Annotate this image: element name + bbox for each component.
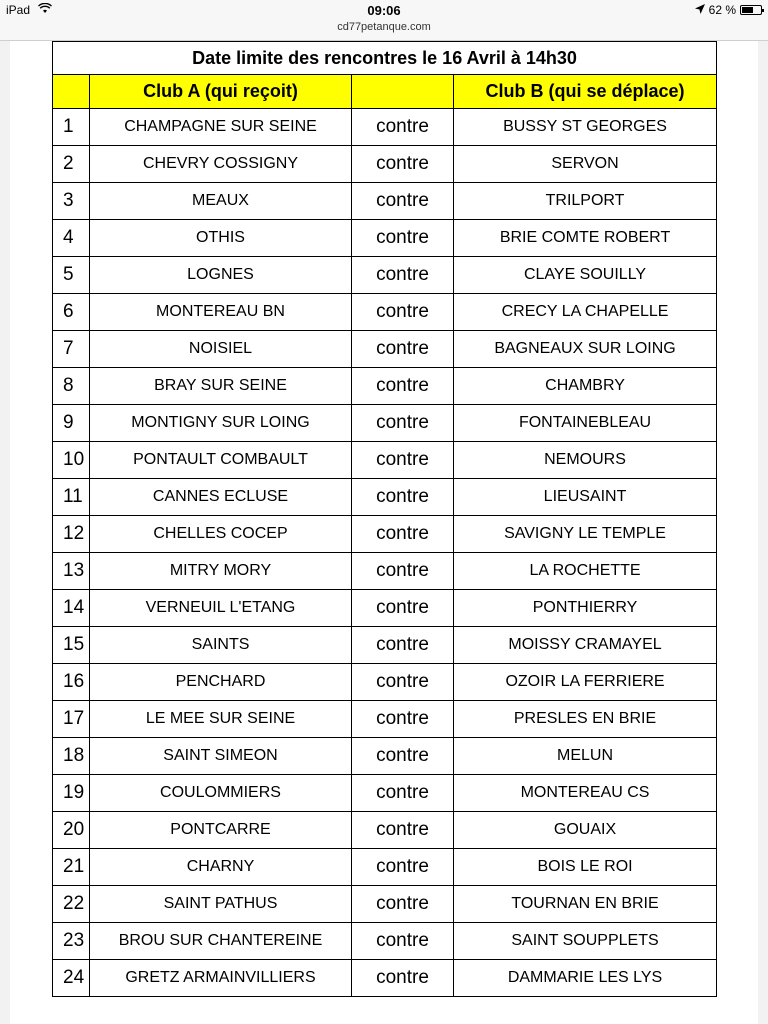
versus-cell: contre <box>352 923 454 960</box>
row-number: 6 <box>53 294 90 331</box>
club-a-cell: CHAMPAGNE SUR SEINE <box>90 109 352 146</box>
versus-cell: contre <box>352 886 454 923</box>
row-number: 7 <box>53 331 90 368</box>
club-a-cell: MONTEREAU BN <box>90 294 352 331</box>
club-a-cell: COULOMMIERS <box>90 775 352 812</box>
row-number: 4 <box>53 220 90 257</box>
device-name: iPad <box>6 3 31 17</box>
club-b-cell: CHAMBRY <box>454 368 717 405</box>
club-a-cell: PONTCARRE <box>90 812 352 849</box>
club-b-cell: CRECY LA CHAPELLE <box>454 294 717 331</box>
versus-cell: contre <box>352 257 454 294</box>
club-b-cell: LA ROCHETTE <box>454 553 717 590</box>
header-vs <box>352 75 454 109</box>
table-row <box>53 775 717 812</box>
club-b-cell: BRIE COMTE ROBERT <box>454 220 717 257</box>
row-number: 20 <box>53 812 90 849</box>
row-number: 9 <box>53 405 90 442</box>
table-title: Date limite des rencontres le 16 Avril à 14h30 <box>53 42 717 75</box>
table-row <box>53 886 717 923</box>
row-number: 18 <box>53 738 90 775</box>
battery-icon <box>740 5 762 15</box>
row-number: 16 <box>53 664 90 701</box>
row-number: 24 <box>53 960 90 997</box>
row-number: 23 <box>53 923 90 960</box>
versus-cell: contre <box>352 183 454 220</box>
row-number: 3 <box>53 183 90 220</box>
club-b-cell: FONTAINEBLEAU <box>454 405 717 442</box>
row-number: 12 <box>53 516 90 553</box>
versus-cell: contre <box>352 479 454 516</box>
versus-cell: contre <box>352 220 454 257</box>
table-row <box>53 220 717 257</box>
club-a-cell: LE MEE SUR SEINE <box>90 701 352 738</box>
table-row <box>53 738 717 775</box>
club-a-cell: CHARNY <box>90 849 352 886</box>
club-b-cell: NEMOURS <box>454 442 717 479</box>
versus-cell: contre <box>352 627 454 664</box>
club-b-cell: BUSSY ST GEORGES <box>454 109 717 146</box>
header-num <box>53 75 90 109</box>
versus-cell: contre <box>352 368 454 405</box>
versus-cell: contre <box>352 701 454 738</box>
table-row <box>53 405 717 442</box>
fixtures-table <box>52 41 717 997</box>
club-a-cell: SAINTS <box>90 627 352 664</box>
row-number: 14 <box>53 590 90 627</box>
versus-cell: contre <box>352 812 454 849</box>
club-b-cell: PONTHIERRY <box>454 590 717 627</box>
table-row <box>53 146 717 183</box>
title-row <box>53 42 717 75</box>
row-number: 15 <box>53 627 90 664</box>
club-b-cell: SAVIGNY LE TEMPLE <box>454 516 717 553</box>
versus-cell: contre <box>352 553 454 590</box>
row-number: 13 <box>53 553 90 590</box>
document-page <box>10 41 758 1024</box>
club-a-cell: CHELLES COCEP <box>90 516 352 553</box>
table-row <box>53 294 717 331</box>
row-number: 22 <box>53 886 90 923</box>
club-b-cell: TOURNAN EN BRIE <box>454 886 717 923</box>
clock: 09:06 <box>367 3 401 18</box>
club-b-cell: OZOIR LA FERRIERE <box>454 664 717 701</box>
versus-cell: contre <box>352 590 454 627</box>
table-row <box>53 701 717 738</box>
club-a-cell: BROU SUR CHANTEREINE <box>90 923 352 960</box>
table-row <box>53 627 717 664</box>
club-a-cell: MEAUX <box>90 183 352 220</box>
club-a-cell: NOISIEL <box>90 331 352 368</box>
status-right <box>695 3 762 17</box>
table-row <box>53 923 717 960</box>
club-a-cell: MONTIGNY SUR LOING <box>90 405 352 442</box>
row-number: 17 <box>53 701 90 738</box>
table-row <box>53 109 717 146</box>
table-row <box>53 479 717 516</box>
header-club-b: Club B (qui se déplace) <box>454 75 717 109</box>
table-row <box>53 553 717 590</box>
table-row <box>53 368 717 405</box>
club-b-cell: MOISSY CRAMAYEL <box>454 627 717 664</box>
club-b-cell: CLAYE SOUILLY <box>454 257 717 294</box>
versus-cell: contre <box>352 849 454 886</box>
club-a-cell: SAINT SIMEON <box>90 738 352 775</box>
club-a-cell: VERNEUIL L'ETANG <box>90 590 352 627</box>
club-a-cell: GRETZ ARMAINVILLIERS <box>90 960 352 997</box>
table-row <box>53 442 717 479</box>
row-number: 21 <box>53 849 90 886</box>
row-number: 1 <box>53 109 90 146</box>
versus-cell: contre <box>352 109 454 146</box>
table-row <box>53 590 717 627</box>
club-b-cell: GOUAIX <box>454 812 717 849</box>
address-url[interactable]: cd77petanque.com <box>337 21 431 33</box>
club-b-cell: TRILPORT <box>454 183 717 220</box>
club-a-cell: MITRY MORY <box>90 553 352 590</box>
club-a-cell: CANNES ECLUSE <box>90 479 352 516</box>
versus-cell: contre <box>352 775 454 812</box>
club-b-cell: MONTEREAU CS <box>454 775 717 812</box>
club-a-cell: BRAY SUR SEINE <box>90 368 352 405</box>
location-arrow-icon <box>695 3 705 17</box>
table-row <box>53 516 717 553</box>
table-row <box>53 960 717 997</box>
versus-cell: contre <box>352 331 454 368</box>
club-a-cell: PENCHARD <box>90 664 352 701</box>
table-row <box>53 664 717 701</box>
versus-cell: contre <box>352 146 454 183</box>
row-number: 5 <box>53 257 90 294</box>
club-b-cell: PRESLES EN BRIE <box>454 701 717 738</box>
club-a-cell: OTHIS <box>90 220 352 257</box>
club-a-cell: PONTAULT COMBAULT <box>90 442 352 479</box>
row-number: 11 <box>53 479 90 516</box>
table-row <box>53 849 717 886</box>
table-row <box>53 257 717 294</box>
club-b-cell: LIEUSAINT <box>454 479 717 516</box>
club-b-cell: BOIS LE ROI <box>454 849 717 886</box>
versus-cell: contre <box>352 664 454 701</box>
club-b-cell: SAINT SOUPPLETS <box>454 923 717 960</box>
row-number: 8 <box>53 368 90 405</box>
club-b-cell: DAMMARIE LES LYS <box>454 960 717 997</box>
status-bar <box>0 0 768 41</box>
versus-cell: contre <box>352 442 454 479</box>
table-row <box>53 812 717 849</box>
versus-cell: contre <box>352 516 454 553</box>
row-number: 10 <box>53 442 90 479</box>
club-a-cell: LOGNES <box>90 257 352 294</box>
versus-cell: contre <box>352 738 454 775</box>
header-club-a: Club A (qui reçoit) <box>90 75 352 109</box>
table-row <box>53 331 717 368</box>
club-a-cell: SAINT PATHUS <box>90 886 352 923</box>
club-b-cell: SERVON <box>454 146 717 183</box>
battery-percentage: 62 % <box>708 3 736 17</box>
club-a-cell: CHEVRY COSSIGNY <box>90 146 352 183</box>
row-number: 19 <box>53 775 90 812</box>
club-b-cell: BAGNEAUX SUR LOING <box>454 331 717 368</box>
club-b-cell: MELUN <box>454 738 717 775</box>
versus-cell: contre <box>352 960 454 997</box>
versus-cell: contre <box>352 294 454 331</box>
versus-cell: contre <box>352 405 454 442</box>
header-row <box>53 75 717 109</box>
row-number: 2 <box>53 146 90 183</box>
table-row <box>53 183 717 220</box>
